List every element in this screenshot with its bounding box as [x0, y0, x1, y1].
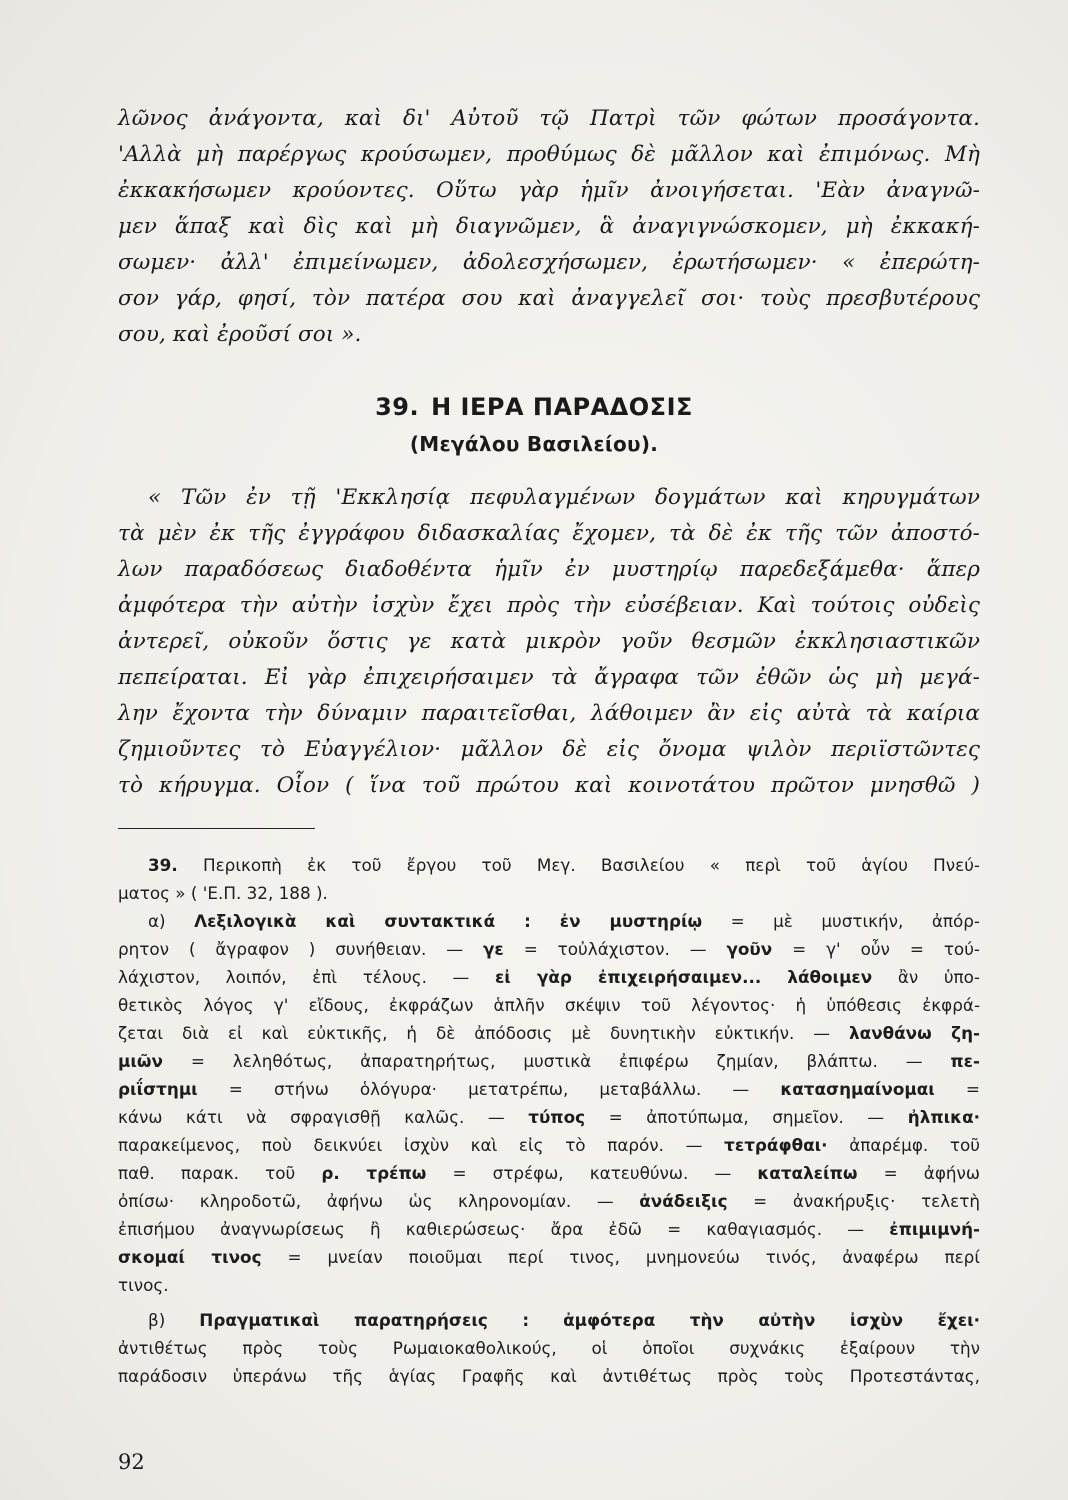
note-line: 39. Περικοπὴ ἐκ τοῦ ἔργου τοῦ Μεγ. Βασιλείου « περὶ τοῦ ἁγίου Πνεύ-	[148, 855, 980, 875]
text-line: ἐκκακήσωμεν κρούοντες. Οὕτω γὰρ ἡμῖν ἀνοιγήσεται. 'Εὰν ἀναγνῶ-	[118, 178, 980, 203]
note-line: τινος.	[118, 1275, 169, 1295]
note-line: λάχιστον, λοιπόν, ἐπὶ τέλους. — εἰ γὰρ ἐπιχειρήσαιμεν... λάθοιμεν ἂν ὑπο-	[118, 967, 980, 987]
quote-line: λην ἔχοντα τὴν δύναμιν παραιτεῖσθαι, λάθοιμεν ἂν εἰς αὐτὰ τὰ καίρια	[118, 701, 980, 726]
note-line: μιῶν = λεληθότως, ἀπαρατηρήτως, μυστικὰ ἐπιφέρω ζημίαν, βλάπτω. — πε-	[118, 1051, 980, 1071]
text-line: σωμεν· ἀλλ' ἐπιμείνωμεν, ἀδολεσχήσωμεν, ἐρωτήσωμεν· « ἐπερώτη-	[118, 250, 980, 275]
note-line: ματος » ( 'Ε.Π. 32, 188 ).	[118, 883, 328, 903]
quote-line: λων παραδόσεως διαδοθέντα ἡμῖν ἐν μυστηρίῳ παρεδεξάμεθα· ἅπερ	[118, 557, 980, 582]
note-line: α) Λεξιλογικὰ καὶ συντακτικά : ἐν μυστηρίῳ = μὲ μυστικήν, ἀπόρ-	[148, 911, 980, 931]
section-title-text: Η ΙΕΡΑ ΠΑΡΑΔΟΣΙΣ	[431, 393, 693, 421]
note-line: β) Πραγματικαὶ παρατηρήσεις : ἀμφότερα τὴν αὐτὴν ἰσχὺν ἔχει·	[148, 1310, 980, 1330]
quote-line: τὰ μὲν ἐκ τῆς ἐγγράφου διδασκαλίας ἔχομεν, τὰ δὲ ἐκ τῆς τῶν ἀποστό-	[118, 521, 980, 546]
text-line: λῶνος ἀνάγοντα, καὶ δι' Αὐτοῦ τῷ Πατρὶ τῶν φώτων προσάγοντα.	[118, 106, 980, 131]
note-line: ρητον ( ἄγραφον ) συνήθειαν. — γε = τοὐλάχιστον. — γοῦν = γ' οὖν = τού-	[118, 939, 980, 959]
section-number: 39.	[375, 393, 420, 421]
quote-line: τὸ κήρυγμα. Οἷον ( ἵνα τοῦ πρώτου καὶ κοινοτάτου πρῶτον μνησθῶ )	[118, 773, 980, 798]
quote-line: ἀντερεῖ, οὐκοῦν ὅστις γε κατὰ μικρὸν γοῦν θεσμῶν ἐκκλησιαστικῶν	[118, 629, 980, 654]
quote-line: ζημιοῦντες τὸ Εὐαγγέλιον· μᾶλλον δὲ εἰς ὄνομα ψιλὸν περιϊστῶντες	[118, 737, 980, 762]
note-line: ριΐστημι = στήνω ὁλόγυρα· μετατρέπω, μεταβάλλω. — κατασημαίνομαι =	[118, 1079, 980, 1099]
note-line: ἀντιθέτως πρὸς τοὺς Ρωμαιοκαθολικούς, οἱ ὁποῖοι συχνάκις ἐξαίρουν τὴν	[118, 1338, 980, 1358]
section-subtitle: (Μεγάλου Βασιλείου).	[409, 432, 659, 456]
text-line: σον γάρ, φησί, τὸν πατέρα σου καὶ ἀναγγελεῖ σοι· τοὺς πρεσβυτέρους	[118, 286, 980, 311]
text-line: μεν ἅπαξ καὶ δὶς καὶ μὴ διαγνῶμεν, ἃ ἀναγιγνώσκομεν, μὴ ἐκκακή-	[118, 214, 980, 239]
note-line: παράδοσιν ὑπεράνω τῆς ἁγίας Γραφῆς καὶ ἀντιθέτως πρὸς τοὺς Προτεστάντας,	[118, 1366, 980, 1386]
note-line: παθ. παρακ. τοῦ ρ. τρέπω = στρέφω, κατευθύνω. — καταλείπω = ἀφήνω	[118, 1163, 980, 1183]
page-number: 92	[118, 1450, 145, 1474]
note-line: κάνω κάτι νὰ σφραγισθῇ καλῶς. — τύπος = ἀποτύπωμα, σημεῖον. — ἠλπικα·	[118, 1107, 980, 1127]
note-number: 39.	[148, 855, 178, 875]
quote-line: « Τῶν ἐν τῇ 'Εκκλησίᾳ πεφυλαγμένων δογμάτων καὶ κηρυγμάτων	[148, 485, 980, 510]
quote-line: ἀμφότερα τὴν αὐτὴν ἰσχὺν ἔχει πρὸς τὴν εὐσέβειαν. Καὶ τούτοις οὐδεὶς	[118, 593, 980, 618]
note-line: ζεται διὰ εἰ καὶ εὐκτικῆς, ἡ δὲ ἀπόδοσις μὲ δυνητικὴν εὐκτικήν. — λανθάνω ζη-	[118, 1023, 980, 1043]
note-line: ἐπισήμου ἀναγνωρίσεως ἢ καθιερώσεως· ἄρα ἐδῶ = καθαγιασμός. — ἐπιμιμνή-	[118, 1219, 980, 1239]
note-line: θετικὸς λόγος γ' εἴδους, ἐκφράζων ἁπλῆν σκέψιν τοῦ λέγοντος· ἡ ὑπόθεσις ἐκφρά-	[118, 995, 980, 1015]
note-line: ὀπίσω· κληροδοτῶ, ἀφήνω ὡς κληρονομίαν. — ἀνάδειξις = ἀνακήρυξις· τελετὴ	[118, 1191, 980, 1211]
note-line: παρακείμενος, ποὺ δεικνύει ἰσχὺν καὶ εἰς τὸ παρόν. — τετράφθαι· ἀπαρέμφ. τοῦ	[118, 1135, 980, 1155]
quote-line: πεπείραται. Εἰ γὰρ ἐπιχειρήσαιμεν τὰ ἄγραφα τῶν ἐθῶν ὡς μὴ μεγά-	[118, 665, 980, 690]
section-title	[0, 393, 1068, 421]
note-line: σκομαί τινος = μνείαν ποιοῦμαι περί τινος, μνημονεύω τινός, ἀναφέρω περί	[118, 1247, 980, 1267]
text-line: 'Αλλὰ μὴ παρέργως κρούσωμεν, προθύμως δὲ μᾶλλον καὶ ἐπιμόνως. Μὴ	[118, 142, 980, 167]
footnote-divider	[118, 828, 315, 829]
text-line: σου, καὶ ἐροῦσί σοι ».	[118, 322, 362, 347]
